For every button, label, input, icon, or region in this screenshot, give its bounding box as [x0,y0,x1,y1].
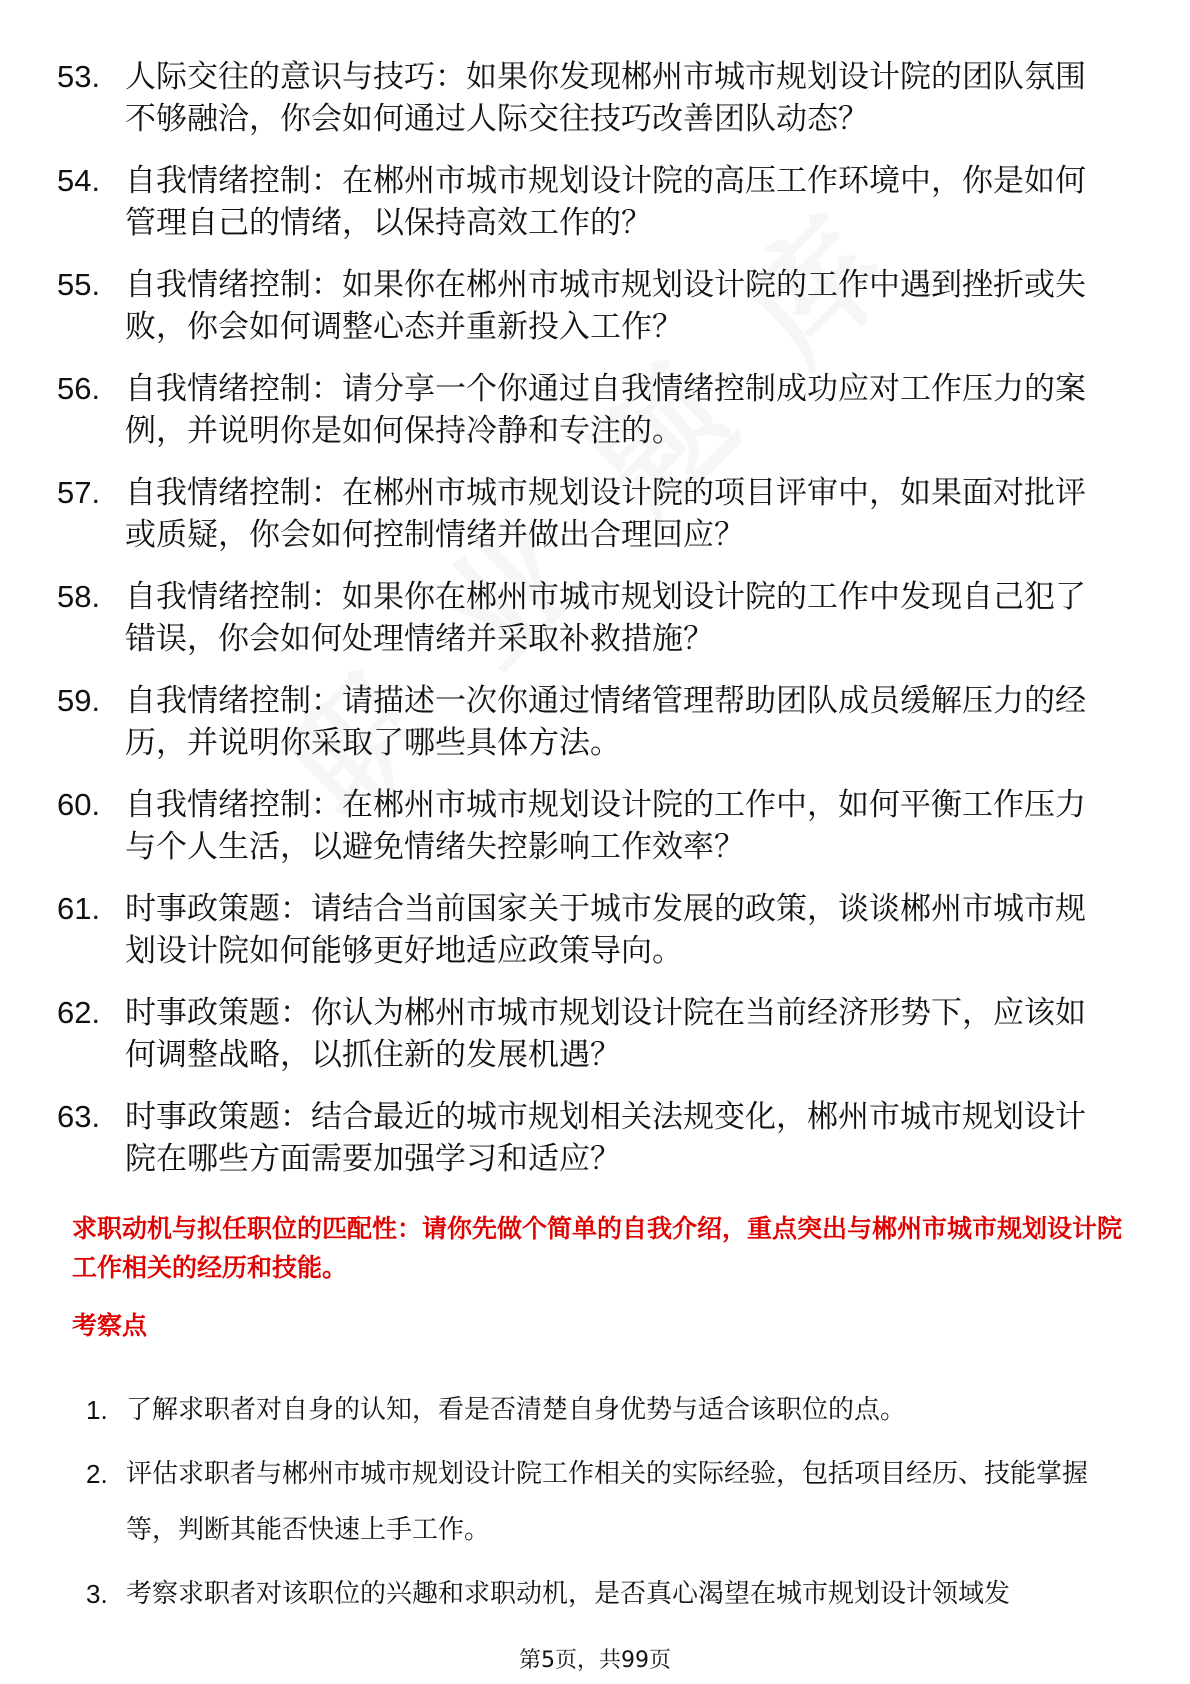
points-list [0,1382,1190,1630]
question-item [0,160,1190,244]
question-number: 60. [57,787,101,822]
question-text: 自我情绪控制：在郴州市城市规划设计院的高压工作环境中，你是如何管理自己的情绪，以保持高效工作的？ [125,163,1086,241]
question-text: 人际交往的意识与技巧：如果你发现郴州市城市规划设计院的团队氛围不够融洽，你会如何通过人际交往技巧改善团队动态？ [125,59,1086,137]
question-number: 58. [57,579,101,614]
question-item [0,56,1190,140]
point-number: 1. [86,1395,108,1425]
section-title: 求职动机与拟任职位的匹配性：请你先做个简单的自我介绍，重点突出与郴州市城市规划设计院工作相关的经历和技能。 [72,1214,1123,1282]
point-text: 评估求职者与郴州市城市规划设计院工作相关的实际经验，包括项目经历、技能掌握等，判断其能否快速上手工作。 [126,1459,1089,1545]
question-number: 56. [57,371,101,406]
question-number: 59. [57,683,101,718]
point-number: 2. [86,1459,108,1489]
question-text: 自我情绪控制：在郴州市城市规划设计院的项目评审中，如果面对批评或质疑，你会如何控制情绪并做出合理回应？ [125,475,1086,553]
point-item [0,1566,1190,1622]
question-text: 自我情绪控制：请分享一个你通过自我情绪控制成功应对工作压力的案例，并说明你是如何保持冷静和专注的。 [125,371,1086,449]
point-text: 了解求职者对自身的认知，看是否清楚自身优势与适合该职位的点。 [126,1395,907,1425]
question-text: 时事政策题：结合最近的城市规划相关法规变化，郴州市城市规划设计院在哪些方面需要加强学习和适应？ [125,1099,1086,1177]
question-number: 63. [57,1099,101,1134]
question-text: 时事政策题：请结合当前国家关于城市发展的政策，谈谈郴州市城市规划设计院如何能够更好地适应政策导向。 [125,891,1086,969]
question-number: 61. [57,891,101,926]
question-text: 自我情绪控制：在郴州市城市规划设计院的工作中，如何平衡工作压力与个人生活，以避免情绪失控影响工作效率？ [125,787,1086,865]
question-text: 自我情绪控制：如果你在郴州市城市规划设计院的工作中遇到挫折或失败，你会如何调整心态并重新投入工作？ [125,267,1086,345]
question-number: 57. [57,475,101,510]
question-number: 62. [57,995,101,1030]
question-item [0,992,1190,1076]
question-text: 自我情绪控制：如果你在郴州市城市规划设计院的工作中发现自己犯了错误，你会如何处理情绪并采取补救措施？ [125,579,1086,657]
question-item [0,784,1190,868]
question-item [0,576,1190,660]
question-number: 53. [57,59,101,94]
question-item [0,368,1190,452]
point-item [0,1382,1190,1438]
point-text: 考察求职者对该职位的兴趣和求职动机，是否真心渴望在城市规划设计领域发 [126,1579,1011,1609]
question-number: 55. [57,267,101,302]
question-item [0,264,1190,348]
page-footer: 第5页，共99页 [519,1648,671,1673]
question-number: 54. [57,163,101,198]
question-item [0,888,1190,972]
question-item [0,472,1190,556]
points-heading: 考察点 [72,1311,148,1340]
question-text: 时事政策题：你认为郴州市城市规划设计院在当前经济形势下，应该如何调整战略，以抓住新的发展机遇？ [125,995,1086,1073]
question-list [0,56,1190,1200]
point-item [0,1446,1190,1558]
question-text: 自我情绪控制：请描述一次你通过情绪管理帮助团队成员缓解压力的经历，并说明你采取了哪些具体方法。 [125,683,1086,761]
question-item [0,680,1190,764]
point-number: 3. [86,1579,108,1609]
question-item [0,1096,1190,1180]
